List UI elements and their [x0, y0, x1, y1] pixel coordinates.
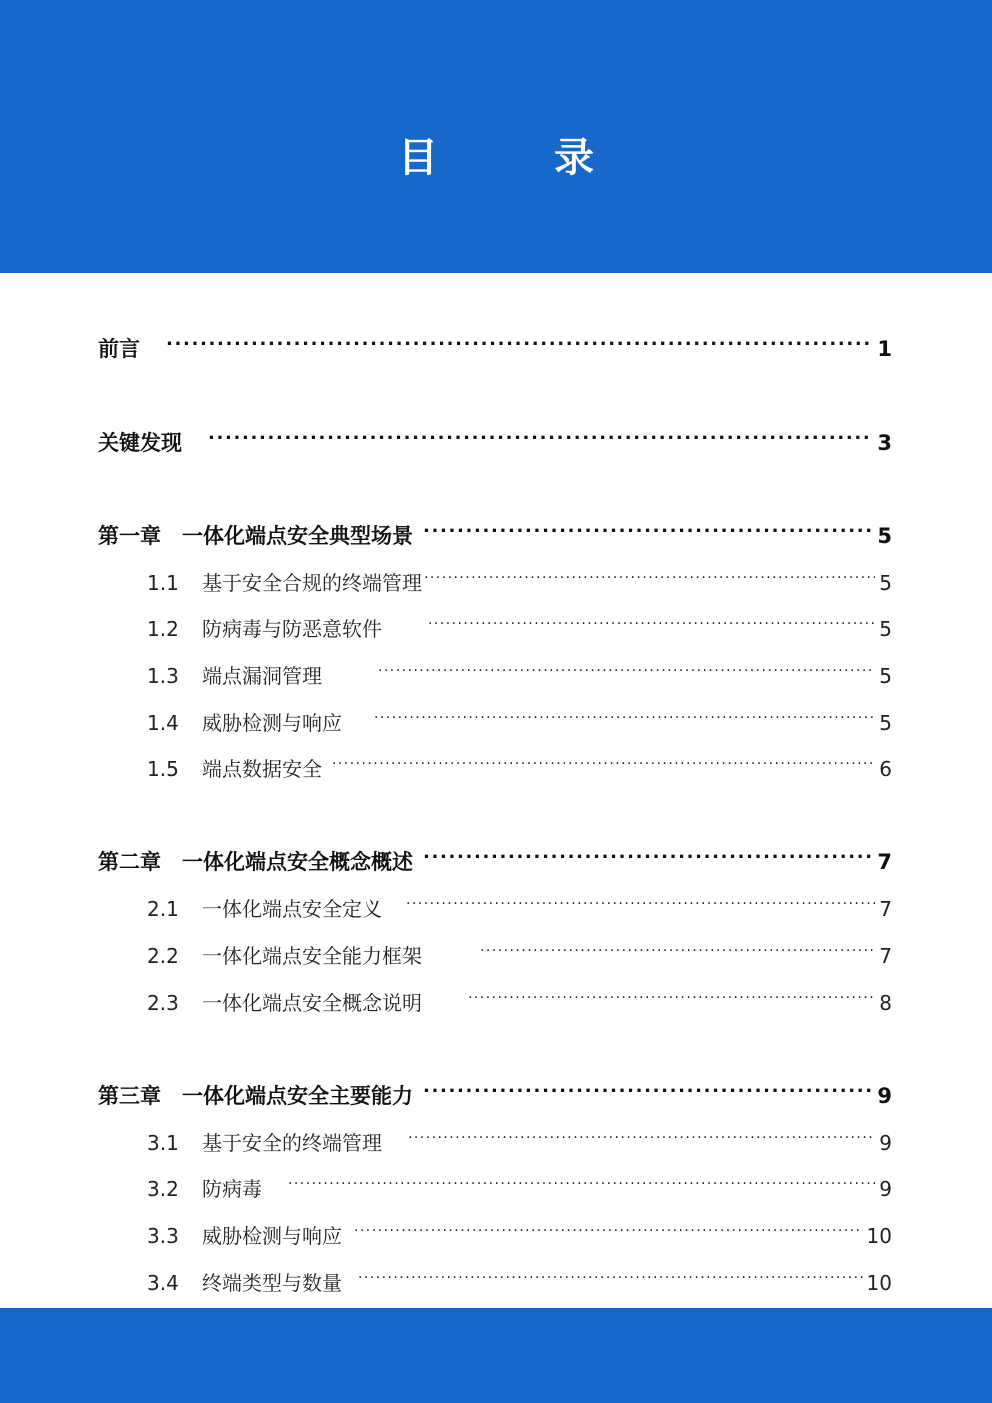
- dot-leader: [332, 744, 875, 776]
- toc-entry-1-4[interactable]: [147, 698, 892, 735]
- dot-leader: [378, 651, 875, 683]
- toc-entry-2-2[interactable]: [147, 931, 892, 968]
- toc-entry-3-1[interactable]: [147, 1118, 892, 1155]
- toc-section-number: 1.3: [147, 664, 179, 688]
- toc-entry-title: 一体化端点安全定义: [202, 897, 382, 921]
- toc-section-number: 3.1: [147, 1131, 179, 1155]
- toc-page-number: 7: [877, 850, 892, 874]
- dot-leader: [358, 1258, 863, 1290]
- dot-leader: [428, 604, 875, 636]
- dot-leader: [480, 931, 875, 963]
- dot-leader: [208, 418, 873, 450]
- toc-entry-1-1[interactable]: [147, 558, 892, 595]
- toc-entry-title: 第三章 一体化端点安全主要能力: [98, 1084, 413, 1108]
- toc-entry-key-findings[interactable]: [98, 418, 892, 455]
- dot-leader: [423, 837, 873, 869]
- toc-section-number: 1.4: [147, 711, 179, 735]
- toc-page-number: 9: [879, 1177, 892, 1201]
- footer-band: [0, 1308, 992, 1403]
- dot-leader: [374, 698, 875, 730]
- toc-section-number: 1.1: [147, 571, 179, 595]
- toc-entry-1-2[interactable]: [147, 604, 892, 641]
- dot-leader: [354, 1211, 863, 1243]
- toc-page-number: 9: [877, 1084, 892, 1108]
- toc-entry-preface[interactable]: [98, 324, 892, 361]
- toc-page-number: 10: [866, 1224, 892, 1248]
- toc-entry-title: 一体化端点安全概念说明: [202, 991, 422, 1015]
- toc-entry-title: 关键发现: [98, 431, 182, 455]
- toc-entry-2-1[interactable]: [147, 884, 892, 921]
- toc-section-number: 3.4: [147, 1271, 179, 1295]
- toc-entry-3-2[interactable]: [147, 1164, 892, 1201]
- toc-entry-title: 端点漏洞管理: [202, 664, 322, 688]
- toc-entry-2-3[interactable]: [147, 978, 892, 1015]
- dot-leader: [424, 558, 875, 590]
- dot-leader: [166, 324, 873, 356]
- dot-leader: [408, 1118, 875, 1150]
- toc-entry-title: 一体化端点安全能力框架: [202, 944, 422, 968]
- toc-entry-chapter-3[interactable]: [98, 1071, 892, 1108]
- toc-entry-title: 基于安全的终端管理: [202, 1131, 382, 1155]
- toc-entry-1-3[interactable]: [147, 651, 892, 688]
- toc-page-number: 5: [879, 617, 892, 641]
- toc-entry-title: 威胁检测与响应: [202, 1224, 342, 1248]
- toc-page-number: 10: [866, 1271, 892, 1295]
- toc-page-number: 7: [879, 944, 892, 968]
- toc-section-number: 2.3: [147, 991, 179, 1015]
- toc-section-number: 1.5: [147, 757, 179, 781]
- dot-leader: [468, 978, 875, 1010]
- toc-page-number: 8: [879, 991, 892, 1015]
- dot-leader: [288, 1164, 875, 1196]
- toc-section-number: 3.3: [147, 1224, 179, 1248]
- toc-entry-title: 防病毒: [202, 1177, 262, 1201]
- toc-page-number: 5: [879, 571, 892, 595]
- toc-section-number: 2.2: [147, 944, 179, 968]
- toc-entry-3-4[interactable]: [147, 1258, 892, 1295]
- toc-entry-title: 防病毒与防恶意软件: [202, 617, 382, 641]
- toc-entry-title: 第二章 一体化端点安全概念概述: [98, 850, 413, 874]
- toc-entry-chapter-1[interactable]: [98, 511, 892, 548]
- toc-page-number: 9: [879, 1131, 892, 1155]
- toc-entry-title: 终端类型与数量: [202, 1271, 342, 1295]
- dot-leader: [406, 884, 875, 916]
- toc-entry-3-3[interactable]: [147, 1211, 892, 1248]
- toc-entry-title: 端点数据安全: [202, 757, 322, 781]
- toc-page-number: 5: [879, 664, 892, 688]
- toc-section-number: 3.2: [147, 1177, 179, 1201]
- toc-page-number: 6: [879, 757, 892, 781]
- toc-entry-title: 基于安全合规的终端管理: [202, 571, 422, 595]
- page-title: 目 录: [398, 135, 632, 181]
- toc-page-number: 1: [877, 337, 892, 361]
- toc-entry-title: 第一章 一体化端点安全典型场景: [98, 524, 413, 548]
- toc-section-number: 1.2: [147, 617, 179, 641]
- toc-section-number: 2.1: [147, 897, 179, 921]
- toc-entry-title: 威胁检测与响应: [202, 711, 342, 735]
- dot-leader: [423, 1071, 873, 1103]
- toc-entry-chapter-2[interactable]: [98, 837, 892, 874]
- toc-page-number: 3: [877, 431, 892, 455]
- dot-leader: [423, 511, 873, 543]
- toc-page-number: 5: [879, 711, 892, 735]
- toc-entry-1-5[interactable]: [147, 744, 892, 781]
- toc-page-number: 7: [879, 897, 892, 921]
- toc-entry-title: 前言: [98, 337, 140, 361]
- toc-page-number: 5: [877, 524, 892, 548]
